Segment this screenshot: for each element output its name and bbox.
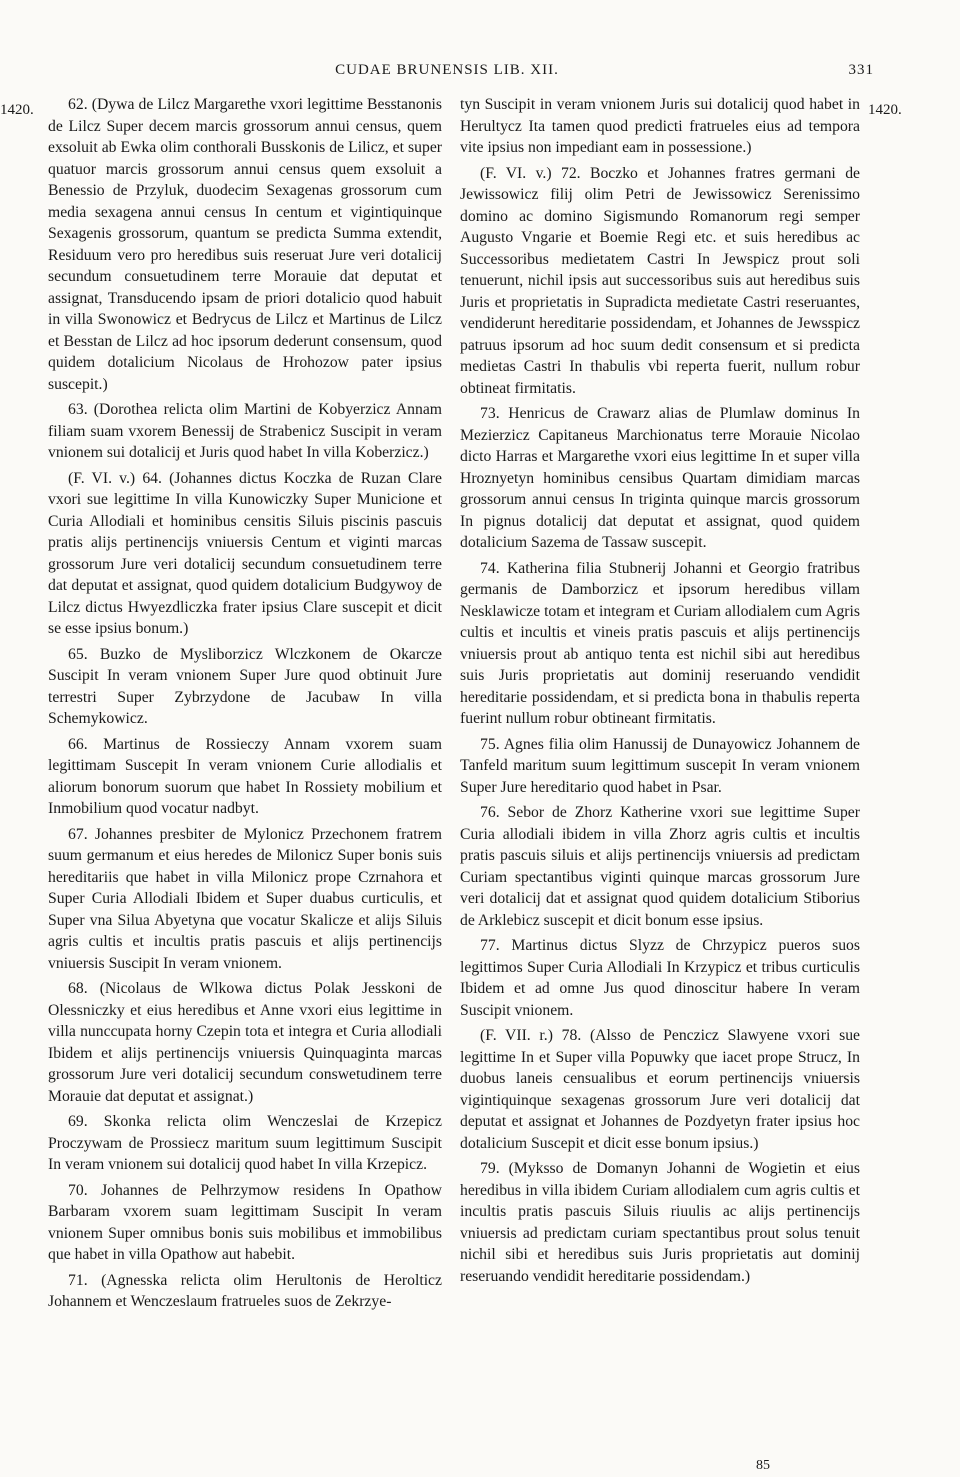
entry-paragraph: 66. Martinus de Rossieczy Annam vxorem suam legittimam Suscepit In veram vnionem Curie allodialis et aliorum bonorum suorum que habet In Rossiety mobilium et Inmobilium quod vocatur nadbyt.: [48, 735, 442, 817]
entry-paragraph: 77. Martinus dictus Slyzz de Chrzypicz pueros suos legittimos Super Curia Allodiali In Krzypicz et tribus curticulis Ibidem et ad omne Jus quod dinoscitur habere In veram Suscipit vnionem.: [460, 937, 860, 1019]
entry-paragraph: (F. VII. r.) 78. (Alsso de Penczicz Slawyene vxori sue legittime In et Super villa Popuwky que iacet prope Strucz, In duobus laneis censualibus et eorum pertinencijs vniuersis vigintiquinque sexagenas grossorum Jure veri dotalicij dat deputat et assignat et Johannes de Pozdyetyn frater ipsius hoc dotalicium Suscepit et dicit esse bonum ipsius.): [460, 1027, 860, 1152]
entry-paragraph: 63. (Dorothea relicta olim Martini de Kobyerzicz Annam filiam suam vxorem Benessij de Strabenicz Suscipit in veram vnionem sui dotalicij et Juris quod habet In villa Koberzicz.): [48, 401, 442, 461]
entry-paragraph: (F. VI. v.) 72. Boczko et Johannes fratres germani de Jewissowicz filij olim Petri de Jewissowicz Serenissimo domino ac domino Sigismundo Romanorum regi semper Augusto Vngarie et Boemie Regi etc. et suis heredibus ac Successoribus medietatem Castri In Jewspicz prout soli tenuerunt, nichil ipsis aut successoribus suis aut heredibus suis Juris et proprietatis in Supradicta medietate Castri reseruantes, vendiderunt hereditarie possidendam, et Johannes de Jewsspicz patruus ipsorum ad hoc suum dedit consensum et si predicta medietas Castri In thabulis vbi reperta fuerit, nullum robur obtineat firmitatis.: [460, 164, 860, 397]
margin-year-right: 1420.: [868, 102, 902, 118]
entry-paragraph: 62. (Dywa de Lilcz Margarethe vxori legittime Besstanonis de Lilcz Super decem marcis grossorum annui census, quem exsoluit ab Ewka olim conthorali Busskonis de Lilicz, et super quatuor marcis grossorum annui census quem exsoluit a Benessio de Przyluk, duodecim Sexagenas grossorum cum media sexagena annui census In centum et vigintiquinque Sexagenis grossorum, quantum se predicta Summa extendit, Residuum vero pro heredibus suis reseruat Jure veri dotalicij secundum consuetudinem terre Morauie dat deputat et assignat, Transducendo ipsam de priori dotalicio quod habuit in villa Swonowicz et Bedrycus de Lilcz et Martinus de Lilcz et Besstan de Lilcz ad hoc ipsorum dederunt consensum, quod quidem dotalicium Nicolaus de Hrohozow pater ipsius suscepit.): [48, 96, 442, 393]
page-number: 331: [848, 62, 874, 78]
right-column: [460, 94, 860, 1291]
left-column: [48, 94, 442, 1317]
running-header: [0, 62, 960, 86]
entry-paragraph: 76. Sebor de Zhorz Katherine vxori sue legittime Super Curia allodiali ibidem in villa Zhorz agris cultis et incultis pratis pascuis siluis et alijs pertinencijs vniuersis ad predictam Curiam spectantibus viginti quinque marcas grossorum Jure veri dotalicij dat et assignat quod quidem dotalicium Stiborius de Arklebicz suscepit et dicit bonum esse ipsius.: [460, 804, 860, 929]
entry-paragraph: 73. Henricus de Crawarz alias de Plumlaw dominus In Mezierzicz Capitaneus Marchionatus terre Morauie Nicolao dicto Harras et Margarethe vxori eius legittime In et super villa Hroznyetyn hominibus censibus Quartam dimidiam marcas grossorum annui census In triginta quinque marcis grossorum In pignus dotalicij dat deputat et assignat, quod quidem dotalicium Sazema de Tassaw suscepit.: [460, 405, 860, 551]
entry-paragraph: tyn Suscipit in veram vnionem Juris sui dotalicij quod habet in Herultycz Ita tamen quod predicti fratrueles eius ad tempora vite ipsius non impediant eam in possessione.): [460, 96, 860, 156]
entry-paragraph: 75. Agnes filia olim Hanussij de Dunayowicz Johannem de Tanfeld maritum suum legittimum suscepit In veram vnionem Super Jure hereditario quod habet in Psar.: [460, 735, 860, 796]
entry-paragraph: 71. (Agnesska relicta olim Herultonis de Herolticz Johannem et Wenczeslaum fratrueles suos de Zekrzye-: [48, 1271, 442, 1310]
entry-paragraph: 69. Skonka relicta olim Wenczeslai de Krzepicz Proczywam de Prossiecz maritum suum legittimum Suscipit In veram vnionem sui dotalicij quod habet In villa Krzepicz.: [48, 1113, 442, 1173]
entry-paragraph: (F. VI. v.) 64. (Johannes dictus Koczka de Ruzan Clare vxori sue legittime In villa Kunowiczky Super Municione et Curia Allodiali et hominibus censitis Siluis piscinis pascuis pratis alijs pertinencijs vniuersis Centum et viginti marcas grossorum Jure veri dotalicij secundum consuetudinem terre dat deputat et assignat, quod quidem dotalicium Budgywoy de Lilcz dictus Hwyezdliczka frater ipsius Clare suscepit et dicit se esse ipsius bonum.): [48, 469, 442, 637]
entry-paragraph: 74. Katherina filia Stubnerij Johanni et Georgio fratribus germanis de Damborzicz et ipsorum heredibus villam Nesklawicze totam et integram et Curiam allodialem cum Agris cultis et incultis et vineis pratis pascuis et alijs pertinencijs vniuersis prout ab antiquo tenta est nichil sibi aut heredibus suis Juris proprietatis aut dominij reseruando vendidit hereditarie possidendam, et si predicta bona in thabulis reperta fuerint nullum robur obtineant firmitatis.: [460, 559, 860, 727]
margin-year-left: 1420.: [0, 102, 34, 118]
entry-paragraph: 79. (Myksso de Domanyn Johanni de Wogietin et eius heredibus in villa ibidem Curiam allodialem cum agris cultis et incultis pratis pascuis Siluis riuulis ac alijs pertinencijs vniuersis ad predictam curiam spectantibus prout solus tenuit nichil sibi et heredibus suis Juris proprietatis aut dominij reseruando vendidit hereditarie possidendam.): [460, 1160, 860, 1285]
entry-paragraph: 68. (Nicolaus de Wlkowa dictus Polak Jesskoni de Olessniczky et eius heredibus et Anne vxori eius legittime in villa nunccupata horny Czepin tota et integra et Curia allodiali Ibidem et alijs pertinencijs vniuersis Quinquaginta marcas grossorum Jure veri dotalicij secundum conswetudinem terre Morauie dat deputat et assignat.): [48, 980, 442, 1105]
entry-paragraph: 70. Johannes de Pelhrzymow residens In Opathow Barbaram vxorem suam legittimam Suscipit In veram vnionem Super omnibus bonis suis mobilibus et immobilibus que habet in villa Opathow aut habebit.: [48, 1181, 442, 1263]
signature-mark: 85: [756, 1458, 770, 1473]
header-title: CUDAE BRUNENSIS LIB. XII.: [335, 62, 559, 78]
entry-paragraph: 67. Johannes presbiter de Mylonicz Przechonem fratrem suum germanum et eius heredes de Milonicz Super bonis suis hereditariis que habet in villa Milonicz prope Czrnahora et Super Curia Allodiali Ibidem et Super duabus curticulis, et Super vna Silua Abyetyna que vocatur Skalicze et alijs Siluis agris cultis et incultis pratis pascuis et alijs pertinencijs vniuersis Suscipit In veram vnionem.: [48, 825, 442, 972]
entry-paragraph: 65. Buzko de Mysliborzicz Wlczkonem de Okarcze Suscipit In veram vnionem Super Jure quod obtinuit Jure terrestri Super Zybrzydone de Jacubaw In villa Schemykowicz.: [48, 645, 442, 727]
